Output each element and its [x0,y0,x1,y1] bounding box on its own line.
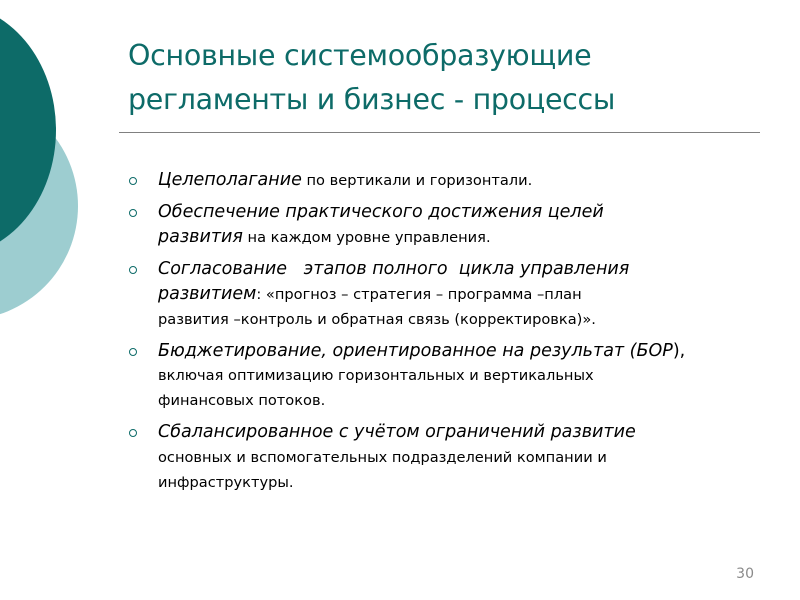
list-item-emphasis: развития [158,227,243,247]
hollow-circle-bullet-icon [129,266,137,274]
list-item-line [158,388,767,413]
list-item-emphasis: Целеполагание [158,170,302,190]
list-item-line [158,307,767,332]
page-number: 30 [736,566,754,582]
hollow-circle-bullet-icon [129,177,137,185]
list-item-text: развития –контроль и обратная связь (корректировка)». [158,311,596,328]
list-item-text: финансовых потоков. [158,392,326,409]
list-item-text: : «прогноз – стратегия – программа –план [256,286,582,303]
hollow-circle-bullet-icon [129,429,137,437]
list-item-line [158,200,767,225]
list-item-text: по вертикали и горизонтали. [301,172,533,189]
list-item-line [158,339,767,363]
list-item-text: включая оптимизацию горизонтальных и вертикальных [158,367,594,384]
list-item [127,200,767,250]
slide-title-line-1: Основные системообразующие [128,39,592,72]
list-item-line [158,168,767,193]
list-item-line [158,225,767,250]
list-item-line [158,445,767,470]
list-item [127,420,767,495]
list-item [127,168,767,193]
list-item-line [158,257,767,282]
list-item-emphasis: Сбалансированное с учётом ограничений развитие [158,422,636,442]
list-item-emphasis: Бюджетирование, ориентированное на результат (БОР [158,341,673,361]
title-divider [119,132,760,133]
list-item [127,339,767,413]
list-item-line [158,470,767,495]
list-item [127,257,767,332]
list-item-text: ), [672,341,686,361]
slide-title [128,34,768,122]
slide-title-line-2: регламенты и бизнес - процессы [128,83,616,116]
list-item-line [158,363,767,388]
list-item-emphasis: развитием [158,284,257,304]
hollow-circle-bullet-icon [129,209,137,217]
list-item-line [158,420,767,445]
list-item-text: инфраструктуры. [158,474,294,491]
hollow-circle-bullet-icon [129,348,137,356]
bullet-list [127,168,767,502]
list-item-text: основных и вспомогательных подразделений компании и [158,449,607,466]
list-item-emphasis: Согласование этапов полного цикла управления [158,259,630,279]
list-item-text: на каждом уровне управления. [242,229,491,246]
list-item-line [158,282,767,307]
list-item-emphasis: Обеспечение практического достижения целей [158,202,604,222]
